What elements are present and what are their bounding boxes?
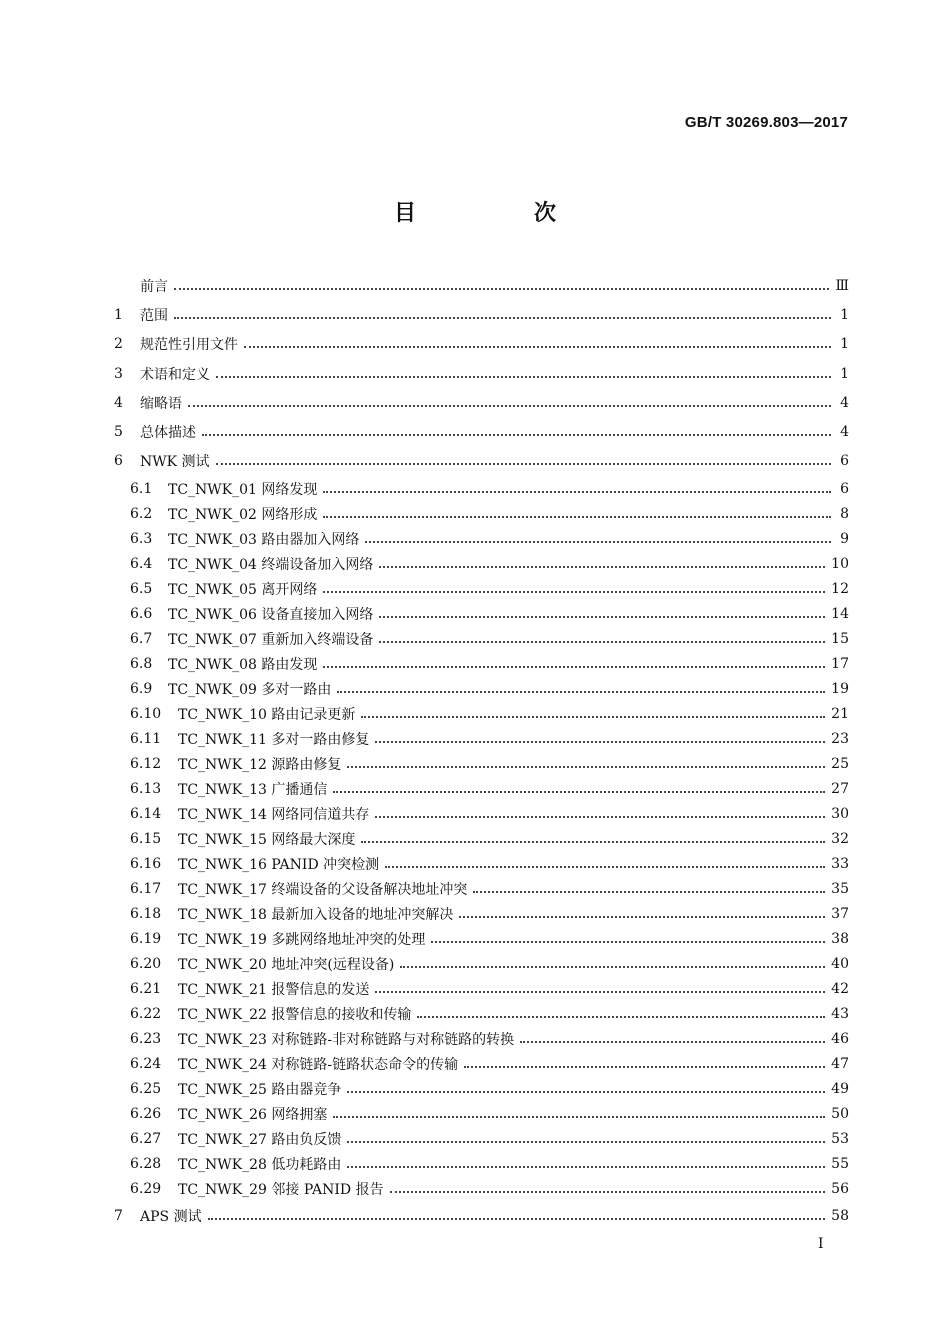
toc-entry-title: TC_NWK_15 网络最大深度 <box>178 831 356 848</box>
toc-entry[interactable] <box>114 1026 849 1051</box>
toc-entry-page: 38 <box>831 930 849 947</box>
toc-leader-dots <box>375 981 825 993</box>
toc-entry-page: 4 <box>840 424 849 441</box>
toc-leader-dots <box>473 881 825 893</box>
toc-entry[interactable] <box>114 1201 849 1230</box>
toc-entry-title: TC_NWK_17 终端设备的父设备解决地址冲突 <box>178 881 468 898</box>
toc-entry[interactable] <box>114 447 849 476</box>
toc-entry[interactable] <box>114 1151 849 1176</box>
toc-entry[interactable] <box>114 501 849 526</box>
toc-entry-page: 6 <box>840 480 849 497</box>
toc-entry-page: 6 <box>840 453 849 470</box>
toc-entry-title: TC_NWK_02 网络形成 <box>168 506 318 523</box>
toc-entry[interactable] <box>114 951 849 976</box>
toc-entry-number: 2 <box>114 336 123 353</box>
toc-entry-number: 6.10 <box>130 705 162 722</box>
toc-entry-title: TC_NWK_24 对称链路-链路状态命令的传输 <box>178 1056 459 1073</box>
toc-entry-title: 缩略语 <box>140 395 182 412</box>
toc-entry[interactable] <box>114 271 849 300</box>
toc-leader-dots <box>347 756 825 768</box>
toc-entry[interactable] <box>114 526 849 551</box>
toc-entry-number: 4 <box>114 394 123 411</box>
toc-entry-page: 23 <box>831 730 849 747</box>
toc-leader-dots <box>400 956 825 968</box>
toc-entry[interactable] <box>114 776 849 801</box>
toc-entry[interactable] <box>114 330 849 359</box>
toc-entry-title: TC_NWK_23 对称链路-非对称链路与对称链路的转换 <box>178 1031 515 1048</box>
toc-entry-number: 6.5 <box>130 580 153 597</box>
toc-entry-title: TC_NWK_29 邻接 PANID 报告 <box>178 1181 384 1198</box>
toc-entry-title: 前言 <box>140 278 168 295</box>
toc-entry[interactable] <box>114 751 849 776</box>
toc-entry-title: TC_NWK_05 离开网络 <box>168 581 318 598</box>
toc-entry-page: Ⅲ <box>835 277 849 294</box>
toc-entry[interactable] <box>114 476 849 501</box>
toc-entry-number: 6.26 <box>130 1105 162 1122</box>
toc-leader-dots <box>216 366 831 378</box>
toc-leader-dots <box>337 681 825 693</box>
toc-entry-title: 术语和定义 <box>140 366 210 383</box>
footer-page-number: I <box>818 1236 824 1252</box>
toc-entry[interactable] <box>114 626 849 651</box>
toc-entry-title: TC_NWK_25 路由器竞争 <box>178 1081 342 1098</box>
toc-entry[interactable] <box>114 359 849 388</box>
toc-entry-number: 6.9 <box>130 680 153 697</box>
toc-entry-title: TC_NWK_22 报警信息的接收和传输 <box>178 1006 412 1023</box>
toc-entry-number: 6.8 <box>130 655 153 672</box>
toc-entry-number: 6.2 <box>130 505 153 522</box>
toc-entry[interactable] <box>114 417 849 446</box>
toc-entry-title: TC_NWK_12 源路由修复 <box>178 756 342 773</box>
toc-entry-page: 40 <box>831 955 849 972</box>
toc-entry-number: 6.19 <box>130 930 162 947</box>
toc-entry[interactable] <box>114 1051 849 1076</box>
toc-entry[interactable] <box>114 1101 849 1126</box>
toc-entry-number: 6.24 <box>130 1055 162 1072</box>
toc-entry-number: 6.17 <box>130 880 162 897</box>
toc-entry[interactable] <box>114 901 849 926</box>
toc-entry[interactable] <box>114 651 849 676</box>
toc-entry-page: 14 <box>831 605 849 622</box>
toc-entry-page: 47 <box>831 1055 849 1072</box>
toc-entry-page: 12 <box>831 580 849 597</box>
toc-entry-title: TC_NWK_04 终端设备加入网络 <box>168 556 374 573</box>
toc-entry[interactable] <box>114 676 849 701</box>
toc-leader-dots <box>520 1031 825 1043</box>
toc-entry-title: TC_NWK_14 网络同信道共存 <box>178 806 370 823</box>
toc-leader-dots <box>361 706 825 718</box>
toc-entry-number: 6.6 <box>130 605 153 622</box>
toc-entry[interactable] <box>114 976 849 1001</box>
toc-entry[interactable] <box>114 1176 849 1201</box>
toc-entry-page: 32 <box>831 830 849 847</box>
toc-entry-page: 46 <box>831 1030 849 1047</box>
toc-entry-page: 8 <box>840 505 849 522</box>
toc-entry[interactable] <box>114 826 849 851</box>
toc-leader-dots <box>333 1106 825 1118</box>
toc-entry-title: TC_NWK_13 广播通信 <box>178 781 328 798</box>
toc-entry-title: 范围 <box>140 307 168 324</box>
toc-entry-title: 总体描述 <box>140 425 196 442</box>
toc-entry-number: 6.25 <box>130 1080 162 1097</box>
toc-leader-dots <box>379 606 825 618</box>
toc-leader-dots <box>464 1056 825 1068</box>
toc-entry-page: 10 <box>831 555 849 572</box>
toc-entry-number: 1 <box>114 306 123 323</box>
toc-entry-title: NWK 测试 <box>140 454 210 471</box>
toc-entry-page: 21 <box>831 705 849 722</box>
toc-entry-number: 7 <box>114 1207 123 1224</box>
toc-entry-title: TC_NWK_09 多对一路由 <box>168 681 332 698</box>
toc-entry-number: 6.4 <box>130 555 153 572</box>
toc-entry-number: 6.23 <box>130 1030 162 1047</box>
toc-entry-page: 49 <box>831 1080 849 1097</box>
toc-entry-page: 19 <box>831 680 849 697</box>
toc-entry[interactable] <box>114 601 849 626</box>
toc-leader-dots <box>347 1156 825 1168</box>
toc-leader-dots <box>323 481 831 493</box>
toc-entry-title: TC_NWK_11 多对一路由修复 <box>178 731 370 748</box>
toc-entry[interactable] <box>114 926 849 951</box>
toc-entry-title: TC_NWK_27 路由负反馈 <box>178 1131 342 1148</box>
toc-leader-dots <box>323 656 825 668</box>
toc-entry-title: TC_NWK_06 设备直接加入网络 <box>168 606 374 623</box>
toc-entry-page: 17 <box>831 655 849 672</box>
toc-entry[interactable] <box>114 551 849 576</box>
toc-entry-page: 56 <box>831 1180 849 1197</box>
toc-entry-number: 3 <box>114 365 123 382</box>
toc-leader-dots <box>361 831 825 843</box>
toc-entry-page: 55 <box>831 1155 849 1172</box>
toc-leader-dots <box>431 931 825 943</box>
toc-entry-page: 43 <box>831 1005 849 1022</box>
toc-entry-number: 6.7 <box>130 630 153 647</box>
toc-entry-title: TC_NWK_07 重新加入终端设备 <box>168 631 374 648</box>
toc-entry-number: 6.27 <box>130 1130 162 1147</box>
toc-leader-dots <box>385 856 825 868</box>
toc-leader-dots <box>216 453 831 465</box>
toc-entry-number: 6.18 <box>130 905 162 922</box>
toc-entry-number: 6.20 <box>130 955 162 972</box>
toc-entry-page: 30 <box>831 805 849 822</box>
toc-leader-dots <box>174 278 829 290</box>
toc-leader-dots <box>202 424 831 436</box>
toc-entry-number: 6.11 <box>130 730 162 747</box>
toc-entry-page: 1 <box>840 306 849 323</box>
toc-leader-dots <box>417 1006 825 1018</box>
standard-number: GB/T 30269.803—2017 <box>684 114 848 131</box>
toc-entry[interactable] <box>114 851 849 876</box>
toc-entry-number: 6.12 <box>130 755 162 772</box>
toc-leader-dots <box>208 1208 826 1220</box>
toc-entry-title: TC_NWK_10 路由记录更新 <box>178 706 356 723</box>
toc-leader-dots <box>379 556 825 568</box>
toc-entry-number: 6.22 <box>130 1005 162 1022</box>
toc-entry-page: 37 <box>831 905 849 922</box>
toc-entry-title: TC_NWK_18 最新加入设备的地址冲突解决 <box>178 906 454 923</box>
toc-entry-page: 4 <box>840 394 849 411</box>
table-of-contents <box>114 271 849 1230</box>
toc-entry[interactable] <box>114 701 849 726</box>
toc-entry-number: 6.21 <box>130 980 162 997</box>
toc-entry-title: TC_NWK_20 地址冲突(远程设备) <box>178 956 395 973</box>
toc-leader-dots <box>244 336 831 348</box>
toc-entry[interactable] <box>114 1001 849 1026</box>
toc-entry-page: 9 <box>840 530 849 547</box>
toc-entry-page: 58 <box>831 1207 849 1224</box>
toc-entry-title: TC_NWK_08 路由发现 <box>168 656 318 673</box>
toc-leader-dots <box>390 1181 826 1193</box>
toc-entry-number: 6.1 <box>130 480 153 497</box>
toc-leader-dots <box>188 395 831 407</box>
toc-entry-title: TC_NWK_26 网络拥塞 <box>178 1106 328 1123</box>
toc-leader-dots <box>375 806 825 818</box>
toc-entry[interactable] <box>114 726 849 751</box>
toc-leader-dots <box>365 531 831 543</box>
toc-entry[interactable] <box>114 1076 849 1101</box>
toc-entry-page: 1 <box>840 365 849 382</box>
toc-entry-number: 6.16 <box>130 855 162 872</box>
toc-entry-page: 1 <box>840 336 849 353</box>
toc-leader-dots <box>375 731 825 743</box>
toc-leader-dots <box>174 307 831 319</box>
toc-leader-dots <box>347 1081 825 1093</box>
toc-entry-page: 53 <box>831 1130 849 1147</box>
toc-entry-page: 15 <box>831 630 849 647</box>
page-title: 目 次 <box>393 201 604 226</box>
toc-entry-title: TC_NWK_03 路由器加入网络 <box>168 531 360 548</box>
toc-entry-number: 5 <box>114 424 123 441</box>
toc-entry-title: TC_NWK_19 多跳网络地址冲突的处理 <box>178 931 426 948</box>
toc-entry-number: 6.15 <box>130 830 162 847</box>
toc-entry[interactable] <box>114 1126 849 1151</box>
toc-entry[interactable] <box>114 576 849 601</box>
toc-entry-number: 6 <box>114 453 123 470</box>
toc-entry-page: 33 <box>831 855 849 872</box>
toc-entry[interactable] <box>114 876 849 901</box>
toc-entry-page: 42 <box>831 980 849 997</box>
toc-entry-page: 50 <box>831 1105 849 1122</box>
toc-entry[interactable] <box>114 300 849 329</box>
toc-entry-number: 6.3 <box>130 530 153 547</box>
toc-leader-dots <box>333 781 825 793</box>
toc-entry-title: APS 测试 <box>140 1208 202 1225</box>
toc-entry-title: TC_NWK_01 网络发现 <box>168 481 318 498</box>
toc-entry-title: TC_NWK_16 PANID 冲突检测 <box>178 856 380 873</box>
toc-entry-title: TC_NWK_21 报警信息的发送 <box>178 981 370 998</box>
toc-entry-title: 规范性引用文件 <box>140 337 238 354</box>
toc-entry-number: 6.28 <box>130 1155 162 1172</box>
toc-entry-page: 27 <box>831 780 849 797</box>
toc-leader-dots <box>459 906 825 918</box>
toc-entry-title: TC_NWK_28 低功耗路由 <box>178 1156 342 1173</box>
toc-entry-page: 35 <box>831 880 849 897</box>
toc-entry-number: 6.13 <box>130 780 162 797</box>
toc-entry-number: 6.29 <box>130 1180 162 1197</box>
toc-leader-dots <box>323 581 825 593</box>
toc-leader-dots <box>379 631 825 643</box>
toc-entry-number: 6.14 <box>130 805 162 822</box>
toc-entry[interactable] <box>114 388 849 417</box>
toc-leader-dots <box>347 1131 825 1143</box>
toc-entry-page: 25 <box>831 755 849 772</box>
toc-leader-dots <box>323 506 831 518</box>
toc-entry[interactable] <box>114 801 849 826</box>
